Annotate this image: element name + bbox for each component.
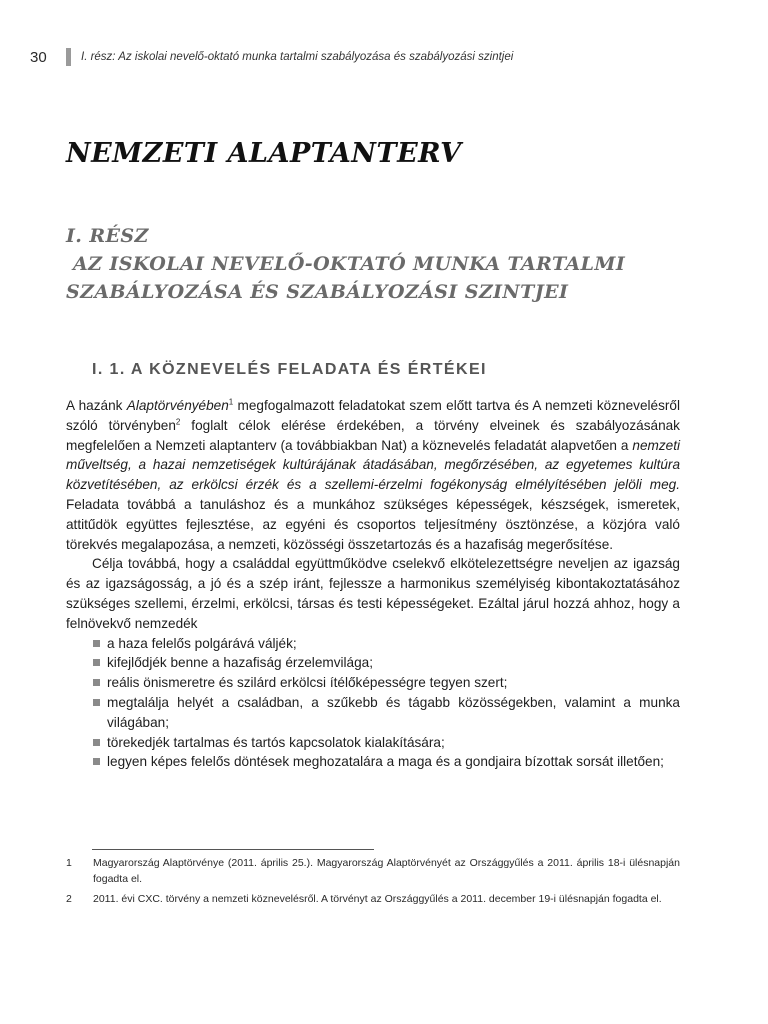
footnote <box>66 891 680 907</box>
text-run: foglalt célok elérése érdekében, a törvény elveinek és szabályozásának megfelelően a Nemzeti alaptanterv (a továbbiakban Nat) a köznevelés feladatát alapvetően a <box>66 417 680 453</box>
running-head: I. rész: Az iskolai nevelő-oktató munka tartalmi szabályozása és szabályozási szintjei <box>81 51 514 63</box>
list-item-text: a haza felelős polgárává váljék; <box>107 635 297 651</box>
list-item-text: törekedjék tartalmas és tartós kapcsolatok kialakítására; <box>107 734 445 750</box>
header-divider <box>66 48 71 66</box>
part-heading <box>66 222 706 306</box>
bullet-list <box>66 634 680 773</box>
text-run: Feladata továbbá a tanuláshoz és a munkához szükséges képességek, készségek, ismeretek, attitűdök együttes fejlesztése, az egyéni és csoportos teljesítmény ösztönzése, a közjóra való törekvés megalapozása, a nemzeti, közösségi összetartozás és a hazafiság megerősítése. <box>66 496 680 552</box>
part-heading-line: AZ ISKOLAI NEVELŐ-OKTATÓ MUNKA TARTALMI <box>66 253 626 275</box>
footnote-number: 2 <box>66 893 72 905</box>
list-item <box>66 733 680 753</box>
paragraph-2: Célja továbbá, hogy a családdal együttműködve cselekvő elkötelezettségre neveljen az igazság és az igazságosság, a jó és a szép iránt, fejlessze a harmonikus személyiség kibontakoztatásához szükséges szellemi, érzelmi, erkölcsi, társas és testi képességeket. Ezáltal járul hozzá ahhoz, hogy a felnövekvő nemzedék <box>66 556 680 631</box>
list-item-text: megtalálja helyét a családban, a szűkebb és tágabb közösségekben, valamint a munka világában; <box>107 694 680 730</box>
footnote-ref: 2 <box>175 417 181 427</box>
square-bullet-icon <box>93 739 100 746</box>
document-title: NEMZETI ALAPTANTERV <box>66 138 462 169</box>
part-heading-line: SZABÁLYOZÁSA ÉS SZABÁLYOZÁSI SZINTJEI <box>66 281 569 303</box>
part-heading-line: I. RÉSZ <box>66 225 149 247</box>
list-item-text: legyen képes felelős döntések meghozatalára a maga és a gondjaira bízottak sorsát illetően; <box>107 754 664 770</box>
list-item <box>66 653 680 673</box>
footnote-text: Magyarország Alaptörvénye (2011. április 25.). Magyarország Alaptörvényét az Országgyűlés a 2011. április 18-i ülésnapján fogadta el. <box>93 857 680 885</box>
footnote-ref: 1 <box>228 397 234 407</box>
list-item-text: reális önismeretre és szilárd erkölcsi ítélőképességre tegyen szert; <box>107 675 508 691</box>
list-item <box>66 673 680 693</box>
square-bullet-icon <box>93 679 100 686</box>
square-bullet-icon <box>93 659 100 666</box>
text-run: megfogalmazott feladatokat szem előtt tartva és A nemzeti köznevelésről szóló törvényben <box>66 398 680 433</box>
list-item <box>66 752 680 772</box>
italic-run: nemzeti műveltség, a hazai nemzetiségek kultúrájának átadásában, megőrzésében, az egyetemes kultúra közvetítésében, az erkölcsi érzék és a szellemi-érzelmi fogékonyság elmélyítésében jelöli meg. <box>66 437 680 493</box>
square-bullet-icon <box>93 758 100 765</box>
text-run: A hazánk <box>66 398 127 413</box>
square-bullet-icon <box>93 640 100 647</box>
italic-run: Alaptörvényében <box>126 398 229 413</box>
footnote-text: 2011. évi CXC. törvény a nemzeti köznevelésről. A törvényt az Országgyűlés a 2011. december 19-i ülésnapján fogadta el. <box>93 893 662 905</box>
list-item <box>66 634 680 654</box>
paragraph-1 <box>66 396 680 554</box>
square-bullet-icon <box>93 699 100 706</box>
footnote <box>66 855 680 887</box>
footnote-number: 1 <box>66 857 72 869</box>
section-heading: I. 1. A KÖZNEVELÉS FELADATA ÉS ÉRTÉKEI <box>92 361 487 378</box>
list-item-text: kifejlődjék benne a hazafiság érzelemvilága; <box>107 655 373 671</box>
footnote-divider <box>92 849 374 850</box>
page-number: 30 <box>30 48 47 66</box>
page-header <box>30 48 513 66</box>
body-text <box>66 396 680 772</box>
footnotes <box>66 855 680 911</box>
list-item <box>66 693 680 733</box>
